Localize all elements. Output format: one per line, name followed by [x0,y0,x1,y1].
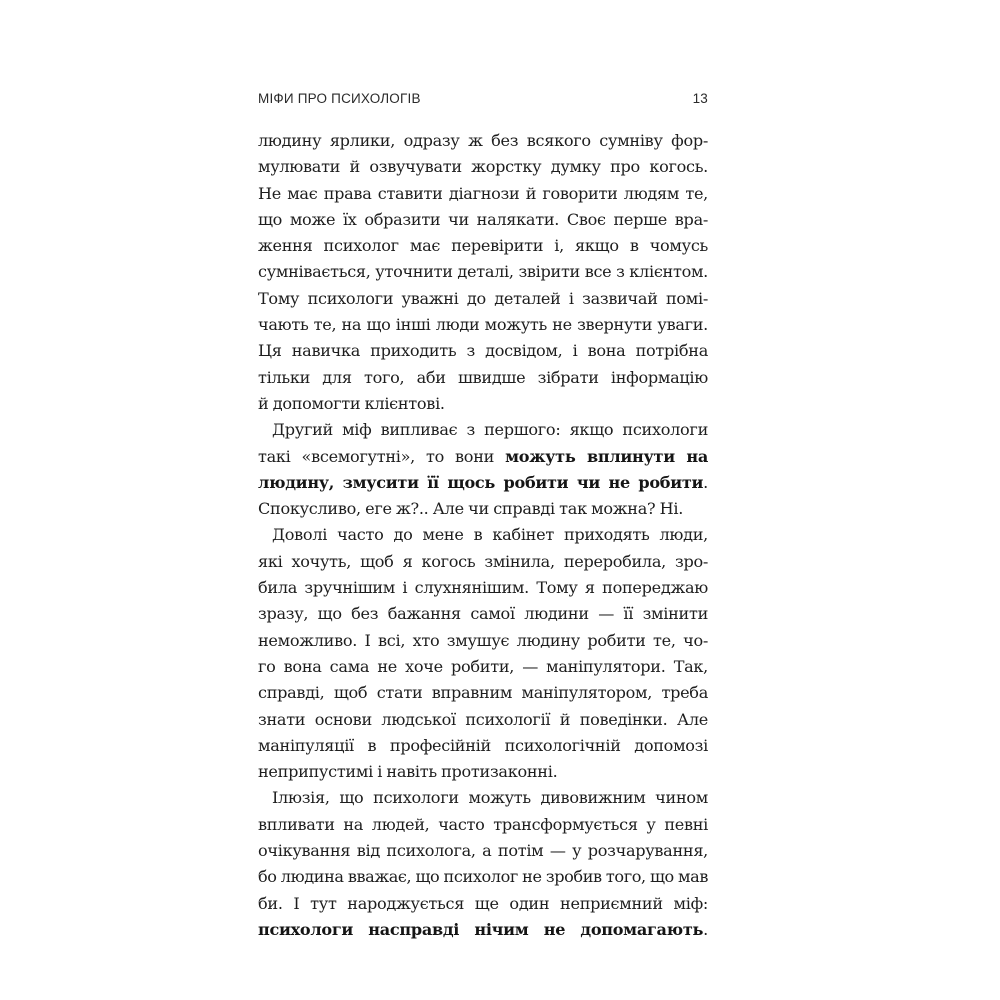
text-line: Спокусливо, еге ж?.. Але чи справді так можна? Ні. [258,499,684,519]
text-line: й допомогти клієнтові. [258,393,445,413]
text-line: неможливо. І всі, хто змушує людину робити те, чо- [258,630,708,650]
text-line: які хочуть, щоб я когось змінила, переробила, зро- [258,551,708,571]
text-line: психологи насправді нічим не допомагають. [258,919,708,939]
text-line: чають те, на що інші люди можуть не звернути уваги. [258,315,708,335]
text-line: била зручнішим і слухнянішим. Тому я попереджаю [258,578,708,598]
text-line: сумнівається, уточнити деталі, звірити все з клієнтом. [258,262,708,282]
text-line: бо людина вважає, що психолог не зробив того, що мав [258,867,708,887]
text-line: очікування від психолога, а потім — у розчарування, [258,841,708,861]
paragraph-4 [258,785,708,943]
bold-emphasis: психологи насправді нічим не допомагають [258,919,704,939]
text-line: людину, змусити її щось робити чи не робити. [258,472,708,492]
text-line: маніпуляції в професійній психологічній допомозі [258,735,708,755]
text-line: зразу, що без бажання самої людини — її змінити [258,604,708,624]
text-line: Другий міф випливає з першого: якщо психологи [272,420,708,440]
text-line: го вона сама не хоче робити, — маніпулятори. Так, [258,656,708,676]
text-line: мулювати й озвучувати жорстку думку про когось. [258,157,708,177]
text-line: Ілюзія, що психологи можуть дивовижним чином [272,788,708,808]
text-line: справді, щоб стати вправним маніпулятором, треба [258,683,708,703]
text-line: тільки для того, аби швидше зібрати інформацію [258,367,708,387]
text-line: Ця навичка приходить з досвідом, і вона потрібна [258,341,708,361]
text-line: знати основи людської психології й поведінки. Але [258,709,708,729]
paragraph-2 [258,417,708,522]
bold-emphasis: людину, змусити її щось робити чи не робити [258,472,704,492]
body-text [258,128,708,943]
paragraph-1 [258,128,708,417]
text-line: такі «всемогутні», то вони можуть вплинути на [258,446,708,466]
text-line: впливати на людей, часто трансформується у певні [258,814,708,834]
text-line: ження психолог має перевірити і, якщо в чомусь [258,236,708,256]
text-line: людину ярлики, одразу ж без всякого сумніву фор- [258,131,708,150]
page-number: 13 [692,91,708,106]
text-line: Доволі часто до мене в кабінет приходять люди, [272,525,708,545]
bold-emphasis: можуть вплинути на [505,446,708,466]
running-head-title: МІФИ ПРО ПСИХОЛОГІВ [258,91,421,106]
text-line: що може їх образити чи налякати. Своє перше вра- [258,209,708,229]
text-line: неприпустимі і навіть протизаконні. [258,762,558,782]
paragraph-3 [258,522,708,785]
text-line: Не має права ставити діагнози й говорити людям те, [258,183,708,203]
text-line: Тому психологи уважні до деталей і зазвичай помі- [258,288,708,308]
running-head [258,91,708,113]
text-line: би. І тут народжується ще один неприємний міф: [258,893,708,913]
